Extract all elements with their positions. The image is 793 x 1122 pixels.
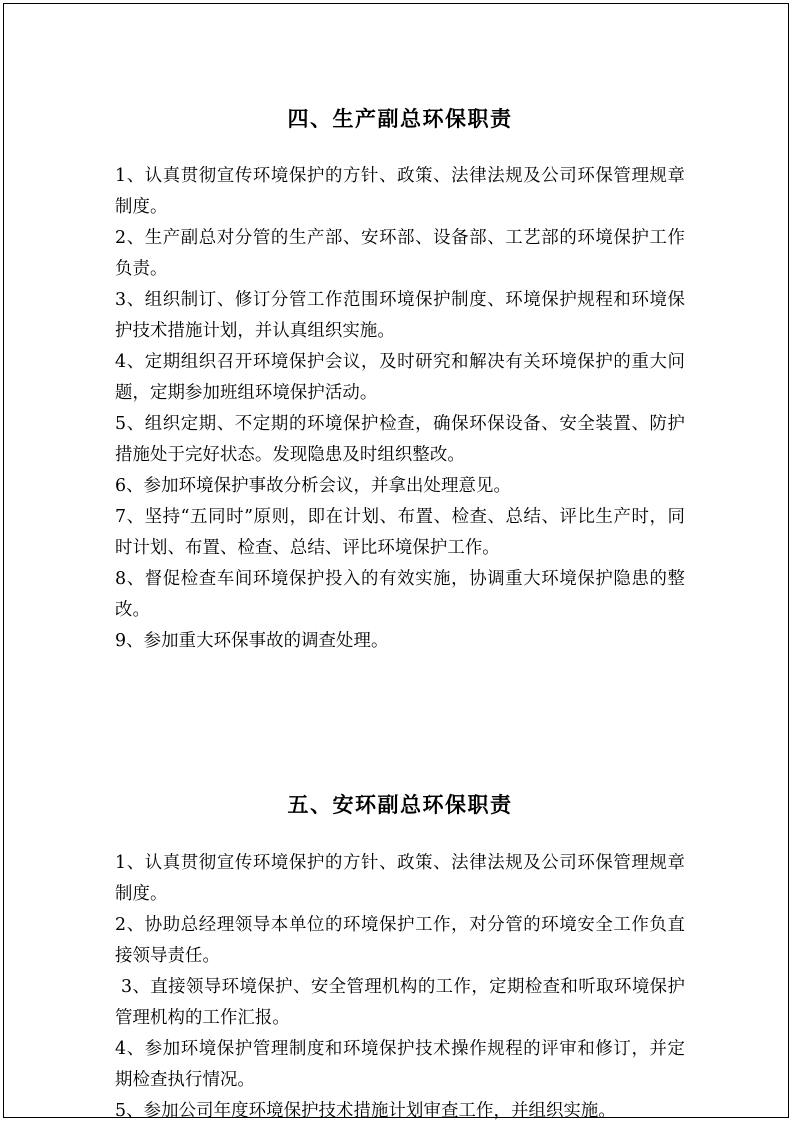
clause-item: 7、坚持“五同时”原则，即在计划、布置、检查、总结、评比生产时，同时计划、布置、检查、总结、评比环境保护工作。 — [115, 507, 685, 558]
clause-item: 3、组织制订、修订分管工作范围环境保护制度、环境保护规程和环境保护技术措施计划，并认真组织实施。 — [115, 290, 685, 341]
section-four-heading: 四、生产副总环保职责 — [287, 106, 513, 131]
clause-item: 6、参加环境保护事故分析会议，并拿出处理意见。 — [115, 476, 511, 496]
clause-item: 1、认真贯彻宣传环境保护的方针、政策、法律法规及公司环保管理规章制度。 — [115, 166, 685, 217]
clause-item: 9、参加重大环保事故的调查处理。 — [115, 631, 389, 651]
clause-item: 5、组织定期、不定期的环境保护检查，确保环保设备、安全装置、防护措施处于完好状态。发现隐患及时组织整改。 — [115, 414, 685, 465]
clause-item: 2、协助总经理领导本单位的环境保护工作，对分管的环境安全工作负直接领导责任。 — [115, 915, 685, 966]
section-five-clause-list — [115, 820, 685, 1122]
clause-item: 4、定期组织召开环境保护会议，及时研究和解决有关环境保护的重大问题，定期参加班组环境保护活动。 — [115, 352, 685, 403]
section-five-title-wrapper — [115, 657, 685, 820]
clause-item: 2、生产副总对分管的生产部、安环部、设备部、工艺部的环境保护工作负责。 — [115, 228, 685, 279]
section-five — [115, 657, 685, 1122]
section-four-clause-list — [115, 134, 685, 657]
clause-item: 4、参加环境保护管理制度和环境保护技术操作规程的评审和修订，并定期检查执行情况。 — [115, 1039, 685, 1090]
clause-item: 1、认真贯彻宣传环境保护的方针、政策、法律法规及公司环保管理规章制度。 — [115, 853, 685, 904]
section-five-heading: 五、安环副总环保职责 — [287, 792, 513, 817]
section-four-title-wrapper — [115, 0, 685, 134]
clause-item: 8、督促检查车间环境保护投入的有效实施，协调重大环境保护隐患的整改。 — [115, 569, 685, 620]
clause-item: 3、直接领导环境保护、安全管理机构的工作，定期检查和听取环境保护管理机构的工作汇报。 — [115, 977, 685, 1028]
section-four — [115, 0, 685, 657]
clause-item: 5、参加公司年度环境保护技术措施计划审查工作，并组织实施。 — [115, 1101, 616, 1121]
